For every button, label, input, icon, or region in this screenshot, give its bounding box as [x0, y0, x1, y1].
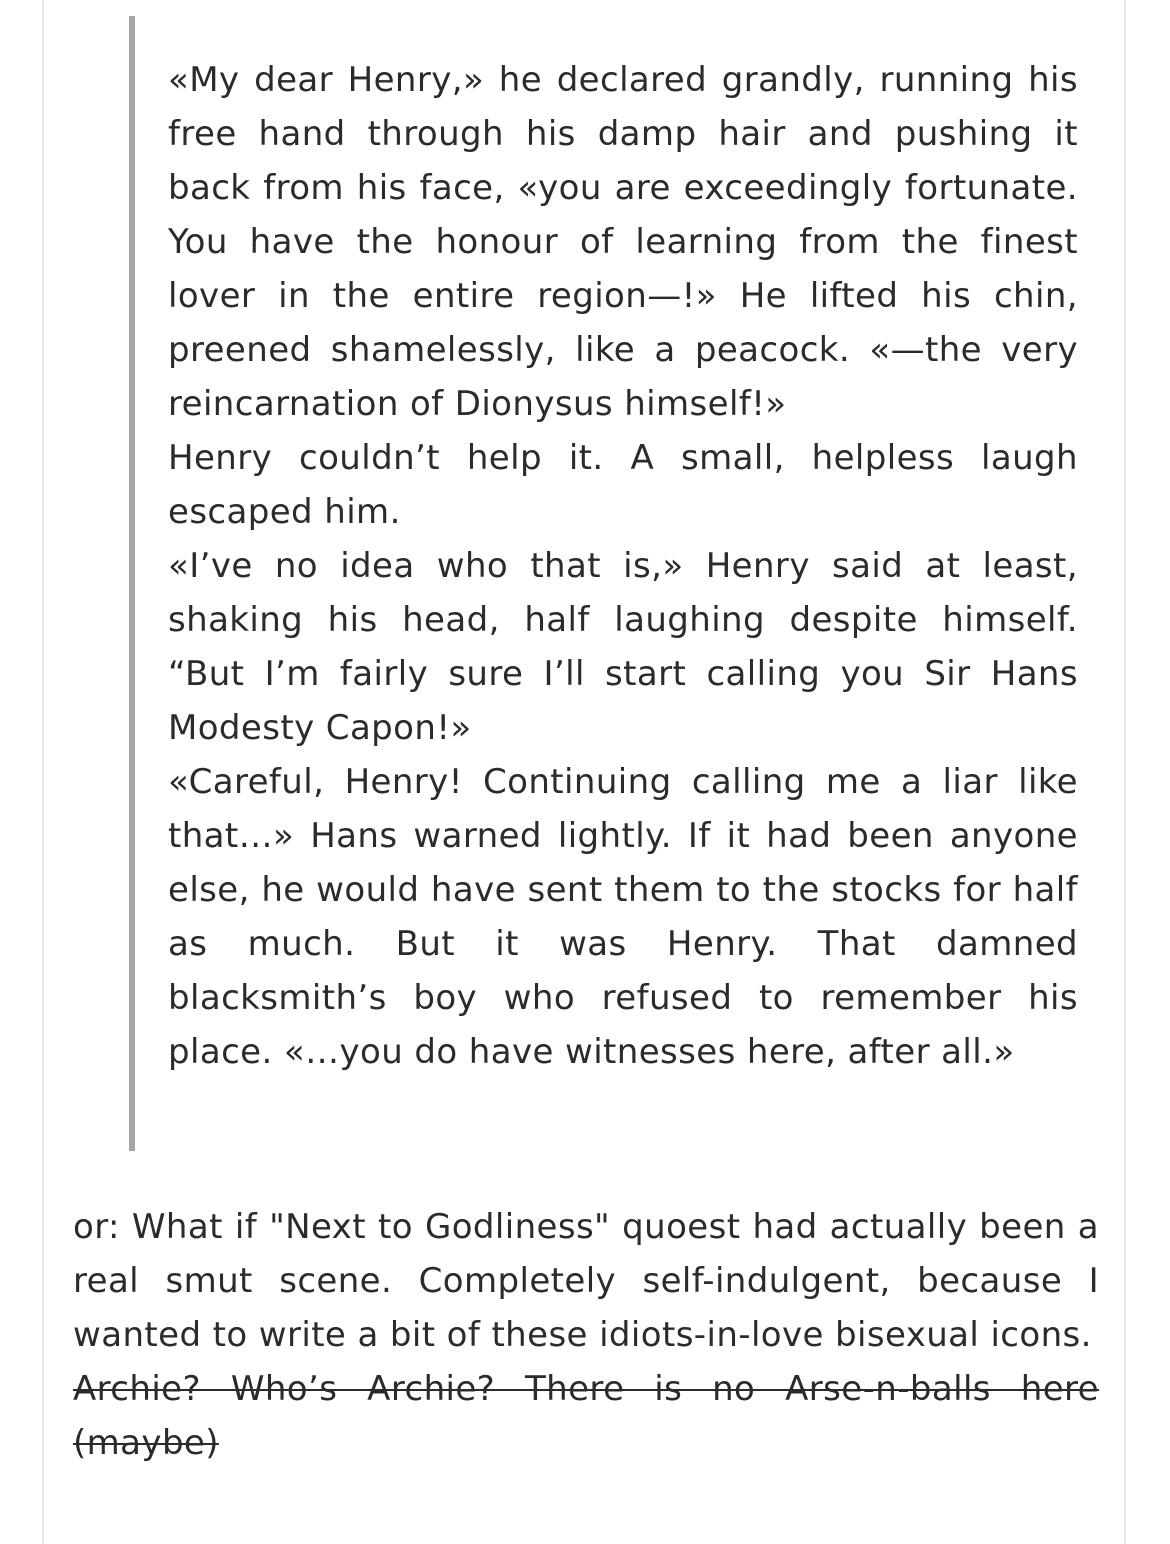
struck-note: Archie? Who’s Archie? There is no Arse-n-balls here (maybe) [73, 1369, 1099, 1463]
post-description: or: What if "Next to Godliness" quoest had actually been a real smut scene. Completely self-indulgent, because I wanted to write a bit of these idiots-in-love bisexual icons. [73, 1207, 1099, 1355]
quote-paragraph: «Careful, Henry! Continuing calling me a liar like that…» Hans warned lightly. If it had been anyone else, he would have sent them to the stocks for half as much. But it was Henry. That damned blacksmith’s boy who refused to remember his place. «…you do have witnesses here, after all.» [168, 762, 1078, 1072]
quote-text [168, 53, 1078, 1079]
quote-paragraph: «My dear Henry,» he declared grandly, running his free hand through his damp hair and pushing it back from his face, «you are exceedingly fortunate. You have the honour of learning from the finest lover in the entire region—!» He lifted his chin, preened shamelessly, like a peacock. «—the very reincarnation of Dionysus himself!» [168, 60, 1078, 424]
quote-paragraph: «I’ve no idea who that is,» Henry said at least, shaking his head, half laughing despite himself. “But I’m fairly sure I’ll start calling you Sir Hans Modesty Capon!» [168, 546, 1078, 748]
post-body [73, 1200, 1099, 1470]
quote-paragraph: Henry couldn’t help it. A small, helpless laugh escaped him. [168, 438, 1078, 532]
post-container [42, 0, 1126, 1544]
blockquote [129, 16, 1078, 1151]
